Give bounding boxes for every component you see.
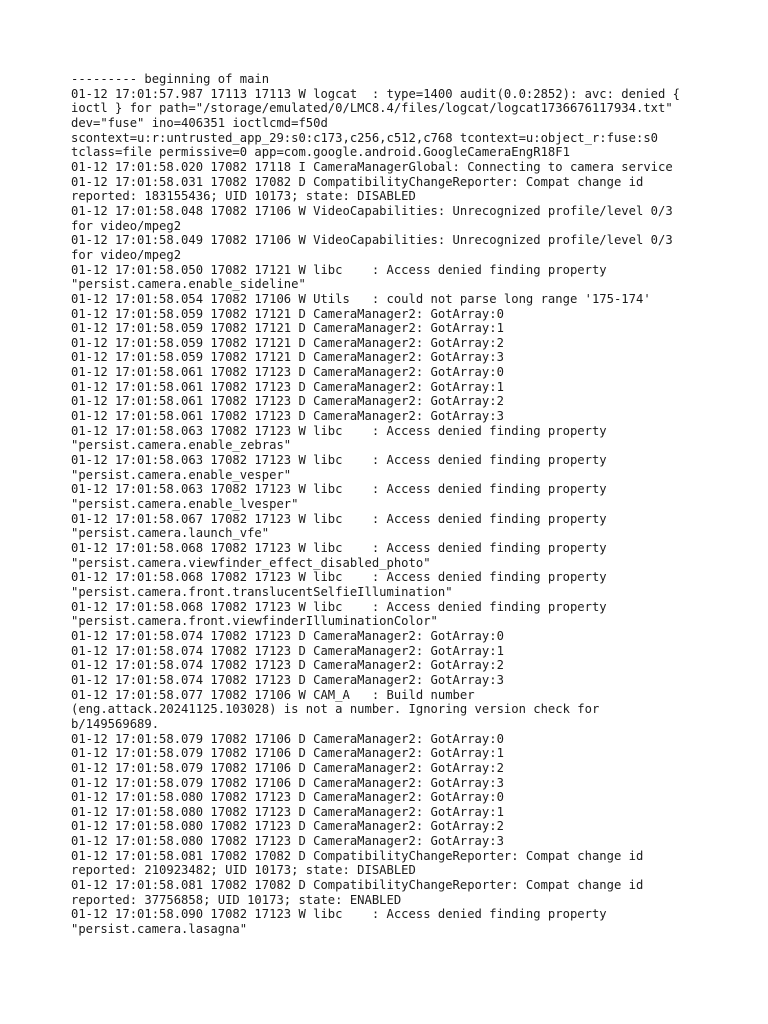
log-line: "persist.camera.enable_sideline"	[71, 277, 306, 292]
log-line: 01-12 17:01:58.059 17082 17121 D CameraManager2: GotArray:2	[71, 335, 504, 350]
log-line: 01-12 17:01:58.059 17082 17121 D CameraManager2: GotArray:3	[71, 350, 504, 365]
log-line: "persist.camera.enable_zebras"	[71, 438, 292, 453]
log-line: 01-12 17:01:58.074 17082 17123 D CameraManager2: GotArray:2	[71, 658, 504, 673]
log-line: 01-12 17:01:58.074 17082 17123 D CameraManager2: GotArray:0	[71, 628, 504, 643]
log-line: 01-12 17:01:58.080 17082 17123 D CameraManager2: GotArray:3	[71, 834, 504, 849]
log-line: 01-12 17:01:58.049 17082 17106 W VideoCapabilities: Unrecognized profile/level 0/3	[71, 233, 673, 248]
log-line: 01-12 17:01:58.061 17082 17123 D CameraManager2: GotArray:3	[71, 409, 504, 424]
log-line: 01-12 17:01:58.050 17082 17121 W libc : Access denied finding property	[71, 262, 607, 277]
log-line: 01-12 17:01:58.068 17082 17123 W libc : Access denied finding property	[71, 570, 607, 585]
log-line: 01-12 17:01:58.059 17082 17121 D CameraManager2: GotArray:1	[71, 321, 504, 336]
log-line: (eng.attack.20241125.103028) is not a number. Ignoring version check for	[71, 702, 600, 717]
log-line: 01-12 17:01:58.061 17082 17123 D CameraManager2: GotArray:1	[71, 379, 504, 394]
log-line: 01-12 17:01:58.061 17082 17123 D CameraManager2: GotArray:2	[71, 394, 504, 409]
log-line: --------- beginning of main	[71, 72, 270, 86]
log-line: 01-12 17:01:58.079 17082 17106 D CameraManager2: GotArray:2	[71, 760, 504, 775]
log-line: 01-12 17:01:58.020 17082 17118 I CameraManagerGlobal: Connecting to camera service	[71, 159, 673, 174]
log-line: 01-12 17:01:58.079 17082 17106 D CameraManager2: GotArray:0	[71, 731, 504, 746]
log-line: 01-12 17:01:58.081 17082 17082 D CompatibilityChangeReporter: Compat change id	[71, 848, 644, 863]
log-line: tclass=file permissive=0 app=com.google.android.GoogleCameraEngR18F1	[71, 145, 570, 160]
log-line: 01-12 17:01:58.077 17082 17106 W CAM_A : Build number	[71, 687, 475, 702]
log-line: scontext=u:r:untrusted_app_29:s0:c173,c256,c512,c768 tcontext=u:object_r:fuse:s0	[71, 130, 658, 145]
log-line: b/149569689.	[71, 716, 160, 731]
log-line: "persist.camera.viewfinder_effect_disabled_photo"	[71, 555, 431, 570]
log-line: 01-12 17:01:58.080 17082 17123 D CameraManager2: GotArray:2	[71, 819, 504, 834]
logcat-text	[71, 72, 711, 937]
log-line: reported: 37756858; UID 10173; state: ENABLED	[71, 892, 402, 907]
log-line: "persist.camera.launch_vfe"	[71, 526, 270, 541]
log-line: 01-12 17:01:58.079 17082 17106 D CameraManager2: GotArray:3	[71, 775, 504, 790]
log-line: ioctl } for path="/storage/emulated/0/LMC8.4/files/logcat/logcat1736676117934.txt"	[71, 101, 673, 116]
log-line: 01-12 17:01:58.080 17082 17123 D CameraManager2: GotArray:0	[71, 790, 504, 805]
log-line: 01-12 17:01:58.074 17082 17123 D CameraManager2: GotArray:3	[71, 672, 504, 687]
log-line: for video/mpeg2	[71, 218, 182, 233]
log-line: "persist.camera.enable_lvesper"	[71, 497, 299, 512]
log-line: reported: 210923482; UID 10173; state: DISABLED	[71, 863, 416, 878]
log-line: "persist.camera.front.viewfinderIlluminationColor"	[71, 614, 438, 629]
log-line: 01-12 17:01:58.090 17082 17123 W libc : Access denied finding property	[71, 907, 607, 922]
log-line: 01-12 17:01:58.059 17082 17121 D CameraManager2: GotArray:0	[71, 306, 504, 321]
log-line: 01-12 17:01:58.067 17082 17123 W libc : Access denied finding property	[71, 511, 607, 526]
log-line: 01-12 17:01:58.068 17082 17123 W libc : Access denied finding property	[71, 541, 607, 555]
log-line: 01-12 17:01:58.048 17082 17106 W VideoCapabilities: Unrecognized profile/level 0/3	[71, 203, 673, 218]
log-line: 01-12 17:01:58.054 17082 17106 W Utils : could not parse long range '175-174'	[71, 291, 651, 306]
log-line: 01-12 17:01:58.074 17082 17123 D CameraManager2: GotArray:1	[71, 643, 504, 658]
log-line: dev="fuse" ino=406351 ioctlcmd=f50d	[71, 115, 328, 130]
log-line: 01-12 17:01:58.063 17082 17123 W libc : Access denied finding property	[71, 423, 607, 438]
log-line: 01-12 17:01:58.080 17082 17123 D CameraManager2: GotArray:1	[71, 804, 504, 819]
log-line: for video/mpeg2	[71, 247, 182, 262]
log-line: "persist.camera.enable_vesper"	[71, 467, 292, 482]
log-line: 01-12 17:01:58.063 17082 17123 W libc : Access denied finding property	[71, 453, 607, 468]
log-line: 01-12 17:01:58.081 17082 17082 D CompatibilityChangeReporter: Compat change id	[71, 878, 644, 893]
log-line: "persist.camera.front.translucentSelfieIllumination"	[71, 584, 453, 599]
log-line: 01-12 17:01:58.031 17082 17082 D CompatibilityChangeReporter: Compat change id	[71, 174, 644, 189]
log-line: "persist.camera.lasagna"	[71, 922, 248, 937]
log-line: 01-12 17:01:58.079 17082 17106 D CameraManager2: GotArray:1	[71, 746, 504, 761]
log-line: 01-12 17:01:57.987 17113 17113 W logcat : type=1400 audit(0.0:2852): avc: denied {	[71, 86, 681, 101]
log-line: 01-12 17:01:58.061 17082 17123 D CameraManager2: GotArray:0	[71, 365, 504, 380]
log-line: 01-12 17:01:58.068 17082 17123 W libc : Access denied finding property	[71, 599, 607, 614]
log-line: 01-12 17:01:58.063 17082 17123 W libc : Access denied finding property	[71, 482, 607, 497]
log-line: reported: 183155436; UID 10173; state: DISABLED	[71, 189, 416, 204]
